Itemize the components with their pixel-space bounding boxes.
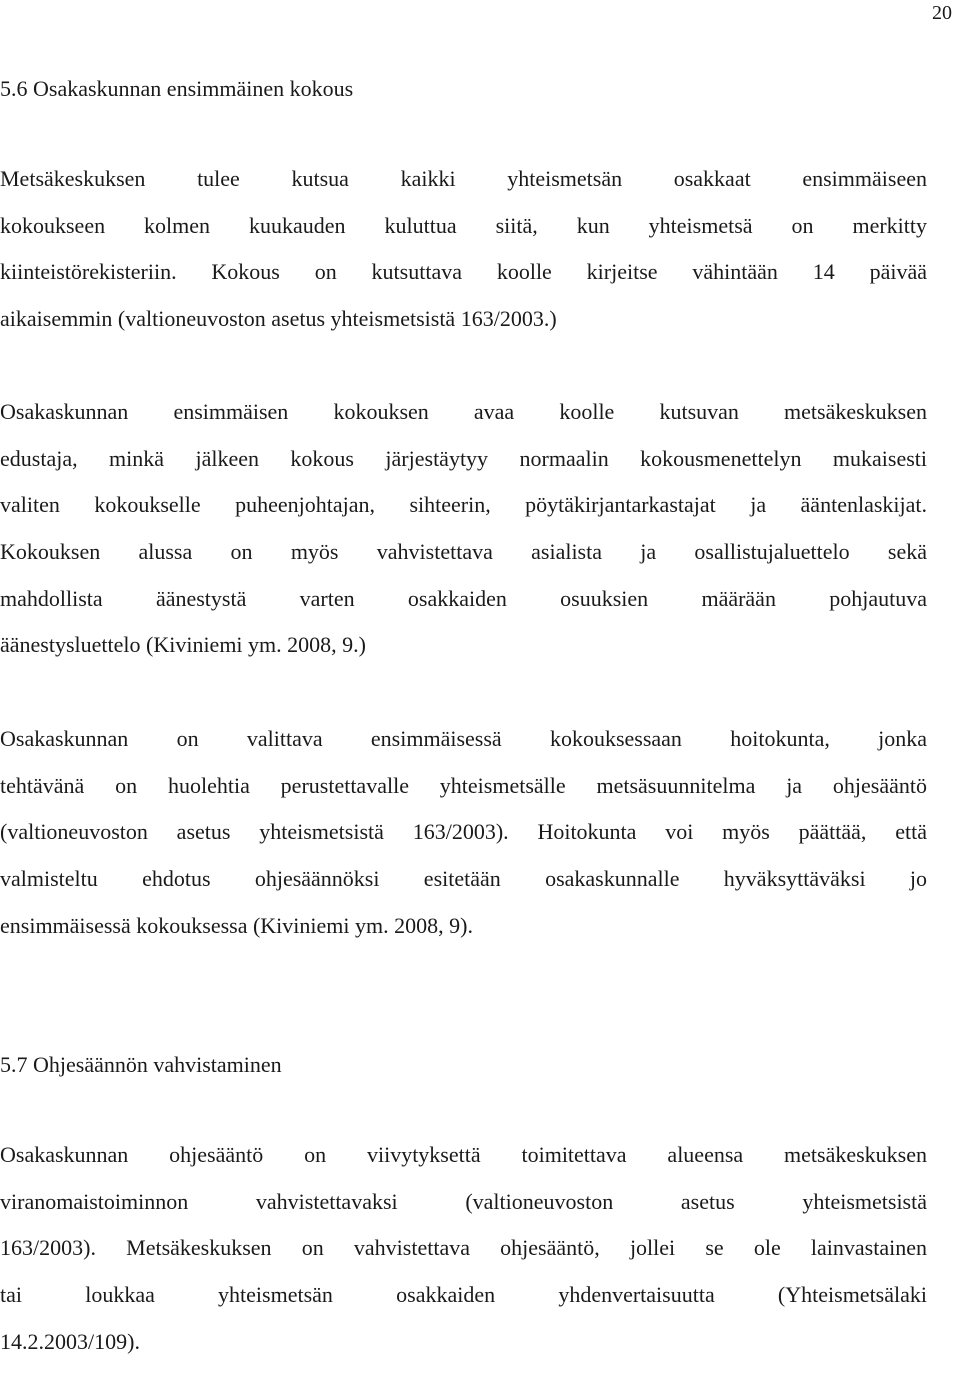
paragraph-line: kokoukseen kolmen kuukauden kuluttua siitä, kun yhteismetsä on merkitty: [0, 212, 927, 238]
paragraph-line: valiten kokoukselle puheenjohtajan, sihteerin, pöytäkirjantarkastajat ja ääntenlaskijat.: [0, 492, 927, 518]
paragraph-line: Osakaskunnan ensimmäisen kokouksen avaa koolle kutsuvan metsäkeskuksen: [0, 399, 927, 424]
paragraph-line: edustaja, minkä jälkeen kokous järjestäytyy normaalin kokousmenettelyn mukaisesti: [0, 445, 927, 471]
paragraph-line: aikaisemmin (valtioneuvoston asetus yhteismetsistä 163/2003.): [0, 306, 557, 332]
paragraph-line: tehtävänä on huolehtia perustettavalle yhteismetsälle metsäsuunnitelma ja ohjesääntö: [0, 772, 927, 798]
paragraph-line: 14.2.2003/109).: [0, 1328, 140, 1354]
paragraph-line: ensimmäisessä kokouksessa (Kiviniemi ym. 2008, 9).: [0, 912, 473, 938]
paragraph-line: 163/2003). Metsäkeskuksen on vahvistettava ohjesääntö, jollei se ole lainvastainen: [0, 1235, 927, 1261]
paragraph-line: tai loukkaa yhteismetsän osakkaiden yhdenvertaisuutta (Yhteismetsälaki: [0, 1282, 927, 1308]
paragraph-line: (valtioneuvoston asetus yhteismetsistä 163/2003). Hoitokunta voi myös päättää, että: [0, 819, 927, 845]
page-number: 20: [932, 2, 952, 24]
paragraph-3: [0, 726, 927, 959]
paragraph-line: Osakaskunnan ohjesääntö on viivytyksettä toimitettava alueensa metsäkeskuksen: [0, 1142, 927, 1167]
paragraph-line: valmisteltu ehdotus ohjesäännöksi esitetään osakaskunnalle hyväksyttäväksi jo: [0, 866, 927, 892]
paragraph-line: äänestysluettelo (Kiviniemi ym. 2008, 9.): [0, 632, 366, 658]
section-heading-5-7: 5.7 Ohjesäännön vahvistaminen: [0, 1052, 282, 1077]
paragraph-line: Metsäkeskuksen tulee kutsua kaikki yhteismetsän osakkaat ensimmäiseen: [0, 166, 927, 191]
paragraph-line: viranomaistoiminnon vahvistettavaksi (valtioneuvoston asetus yhteismetsistä: [0, 1188, 927, 1214]
paragraph-2: [0, 399, 927, 679]
section-heading-5-6: 5.6 Osakaskunnan ensimmäinen kokous: [0, 76, 354, 101]
paragraph-4: [0, 1142, 927, 1375]
paragraph-line: mahdollista äänestystä varten osakkaiden osuuksien määrään pohjautuva: [0, 585, 927, 611]
paragraph-1: [0, 166, 927, 353]
paragraph-line: Osakaskunnan on valittava ensimmäisessä kokouksessaan hoitokunta, jonka: [0, 726, 927, 751]
paragraph-line: kiinteistörekisteriin. Kokous on kutsuttava koolle kirjeitse vähintään 14 päivää: [0, 259, 927, 285]
paragraph-line: Kokouksen alussa on myös vahvistettava asialista ja osallistujaluettelo sekä: [0, 539, 927, 565]
